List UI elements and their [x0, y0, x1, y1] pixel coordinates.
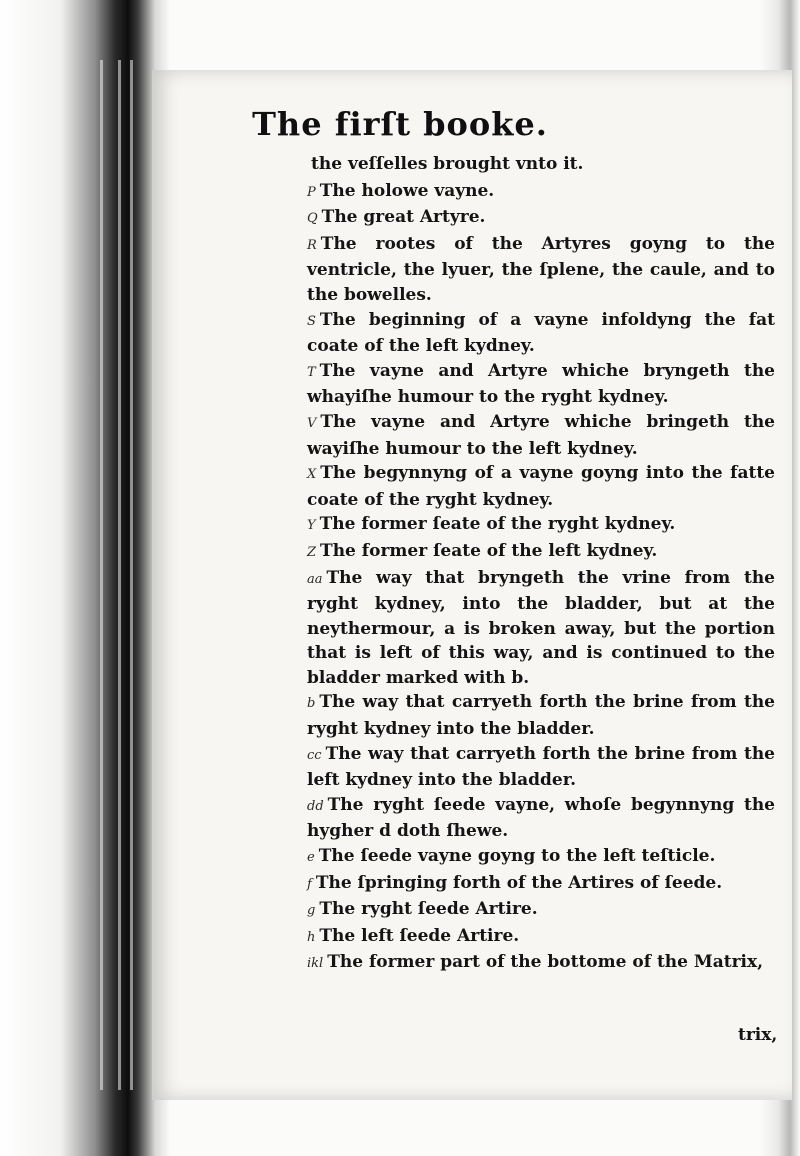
list-item: [305, 512, 775, 539]
entry-text: The way that carryeth forth the brine from the ryght kydney into the bladder.: [307, 692, 775, 740]
entry-key: P: [307, 184, 316, 200]
list-item: [305, 359, 775, 410]
entry-key: Y: [307, 518, 316, 534]
entry-text: The begynnyng of a vayne goyng into the fatte coate of the ryght kydney.: [307, 463, 775, 510]
book-spine-gutter: [0, 0, 170, 1156]
catchword: trix,: [738, 1025, 778, 1045]
list-item: [305, 461, 775, 512]
entry-text: The former ſeate of the left kydney.: [320, 540, 658, 561]
list-item: [305, 232, 775, 308]
entry-text: The holowe vayne.: [319, 180, 495, 201]
entry-key: b: [307, 696, 316, 712]
entry-key: Z: [307, 544, 317, 560]
list-item: [305, 690, 775, 741]
entry-key: R: [307, 237, 317, 253]
entry-text: The ſeede vayne goyng to the left teſticle.: [318, 846, 716, 867]
entry-text: The vayne and Artyre whiche bringeth the wayiſhe humour to the left kydney.: [307, 411, 775, 459]
list-item: [305, 152, 775, 179]
entry-text: The great Artyre.: [321, 207, 486, 228]
list-item: [305, 410, 775, 461]
entry-text: The ſpringing forth of the Artires of ſeede.: [315, 872, 723, 893]
entry-key: aa: [307, 571, 323, 587]
entry-key: T: [307, 364, 316, 380]
entry-text: The vayne and Artyre whiche bryngeth the whayiſhe humour to the ryght kydney.: [307, 360, 775, 408]
entry-key: cc: [307, 747, 322, 763]
list-item: [305, 566, 775, 691]
entry-key: e: [307, 850, 315, 866]
list-item: [305, 539, 775, 566]
entry-text: The former ſeate of the ryght kydney.: [319, 514, 676, 535]
list-item: [305, 871, 775, 898]
running-head: The firſt booke.: [252, 105, 548, 143]
entry-key: Q: [307, 211, 318, 227]
list-item: [305, 897, 775, 924]
entry-text: The way that carryeth forth the brine from the left kydney into the bladder.: [307, 743, 775, 791]
entry-key: g: [307, 903, 316, 919]
entry-key: ikl: [307, 956, 324, 972]
list-item: [305, 742, 775, 793]
list-item: [305, 793, 775, 844]
entry-key: X: [307, 467, 317, 483]
entry-text: The beginning of a vayne infoldyng the fat coate of the left kydney.: [307, 309, 775, 357]
entry-list: [305, 152, 775, 977]
entry-text: The ryght ſeede vayne, whoſe begynnyng the hygher d doth ſhewe.: [307, 794, 775, 842]
entry-key: S: [307, 313, 316, 329]
gutter-streak: [130, 60, 133, 1090]
entry-text: The rootes of the Artyres goyng to the ventricle, the lyuer, the ſplene, the caule, and to the bowelles.: [307, 233, 775, 305]
entry-text: The way that bryngeth the vrine from the ryght kydney, into the bladder, but at the neythermour, a is broken away, but the portion that is left of this way, and is continued to the bladder marked with b.: [307, 567, 775, 688]
entry-text: The ryght ſeede Artire.: [319, 899, 538, 920]
list-item: [305, 205, 775, 232]
entry-text: The former part of the bottome of the Matrix,: [327, 952, 764, 973]
gutter-streak: [118, 60, 121, 1090]
list-item: [305, 308, 775, 359]
entry-key: V: [307, 415, 317, 431]
entry-key: h: [307, 929, 316, 945]
entry-text: The left ſeede Artire.: [319, 925, 520, 946]
gutter-streak: [100, 60, 103, 1090]
list-item: [305, 844, 775, 871]
list-item: [305, 950, 775, 977]
list-item: [305, 179, 775, 206]
list-item: [305, 924, 775, 951]
entry-text: the veſſelles brought vnto it.: [311, 154, 584, 174]
entry-key: dd: [307, 798, 324, 814]
entry-key: f: [307, 876, 312, 892]
